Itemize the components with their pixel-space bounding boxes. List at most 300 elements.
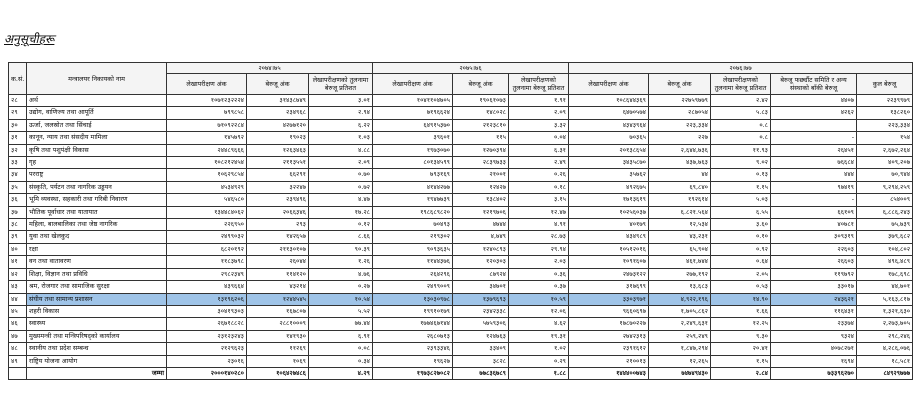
header-sn: क.सं.: [9, 63, 27, 95]
header-audit-amount: लेखापरीक्षण अंक: [373, 74, 453, 95]
row-value-cell: १९०२३: [247, 132, 309, 144]
row-value-cell: ४०७८२७१: [771, 343, 857, 355]
row-value-cell: २३०१६: [167, 355, 247, 367]
row-value-cell: १०.५९: [509, 293, 569, 305]
row-value-cell: २६०४४: [247, 256, 309, 268]
row-value-cell: ३३०१७: [771, 281, 857, 293]
table-row: [9, 169, 913, 181]
row-value-cell: ०.०४: [509, 132, 569, 144]
row-value-cell: ७९९८५८: [167, 107, 247, 119]
row-value-cell: २९८२३४९: [167, 268, 247, 280]
row-value-cell: ७१९६६२४: [373, 107, 453, 119]
row-value-cell: ०.१२: [309, 219, 373, 231]
row-ministry-name: कृषि तथा पशुपंक्षी विकास: [27, 144, 167, 156]
row-value-cell: १४.९०: [711, 293, 771, 305]
row-ministry-name: शहरी विकास: [27, 305, 167, 317]
row-value-cell: ३३४०९: [453, 343, 509, 355]
row-value-cell: ४९६,४८९: [857, 256, 913, 268]
header-arrears-pct: लेखापरीक्षणको तुलनामा बेरुजू प्रतिशत: [711, 74, 771, 95]
appendix-table-wrapper: [8, 62, 912, 380]
total-value-cell: ७४७४९४३०: [649, 367, 711, 379]
row-ministry-name: ऊर्जा, जलस्रोत तथा सिंचाई: [27, 119, 167, 131]
row-value-cell: २.४९: [509, 157, 569, 169]
row-value-cell: २.९४: [309, 107, 373, 119]
row-value-cell: २३१२३२४३: [167, 330, 247, 342]
row-value-cell: ७०३६५: [569, 132, 649, 144]
row-value-cell: १.०३: [309, 132, 373, 144]
row-value-cell: ४.४७: [309, 194, 373, 206]
row-value-cell: २.०३: [509, 256, 569, 268]
row-value-cell: १३,६८३: [649, 281, 711, 293]
row-value-cell: २३४९६८: [247, 107, 309, 119]
table-row: [9, 95, 913, 107]
row-value-cell: १४२६५७: [247, 231, 309, 243]
row-value-cell: ३.१५: [509, 194, 569, 206]
table-row: [9, 281, 913, 293]
table-row: [9, 268, 913, 280]
row-value-cell: १४५७९२: [167, 132, 247, 144]
row-ministry-name: भूमि व्यवस्था, सहकारी तथा गरिबी निवारण: [27, 194, 167, 206]
row-value-cell: ०.१३: [711, 169, 771, 181]
row-value-cell: १२.०६: [509, 305, 569, 317]
table-row: [9, 132, 913, 144]
row-sn: ४४: [9, 293, 27, 305]
row-value-cell: ११६४३१: [771, 305, 857, 317]
row-value-cell: ८७९२४: [453, 268, 509, 280]
row-value-cell: ५.५२: [309, 305, 373, 317]
row-value-cell: ७१०९२२८४: [167, 119, 247, 131]
row-value-cell: ७६६८४: [771, 157, 857, 169]
row-value-cell: ६.३१: [509, 144, 569, 156]
row-value-cell: २१२३८१०: [453, 119, 509, 131]
row-value-cell: ६४७०५७४: [569, 107, 649, 119]
row-value-cell: ३२२४७: [247, 181, 309, 193]
row-value-cell: २,२४९,६३१: [649, 318, 711, 330]
row-ministry-name: गृह: [27, 157, 167, 169]
row-value-cell: ९,२९४,२५९: [857, 181, 913, 193]
row-value-cell: २.०५: [711, 268, 771, 280]
row-value-cell: १३८४०२: [453, 194, 509, 206]
table-row: [9, 144, 913, 156]
row-value-cell: ०.८: [711, 132, 771, 144]
row-value-cell: ४३२१४: [247, 281, 309, 293]
row-value-cell: २,६४४,७३६: [649, 144, 711, 156]
row-value-cell: २३९३३४६: [373, 343, 453, 355]
row-value-cell: १.२६: [309, 256, 373, 268]
row-value-cell: १८,५८१: [857, 355, 913, 367]
row-value-cell: ६.५५: [711, 206, 771, 218]
row-ministry-name: संघीय तथा सामान्य प्रशासन: [27, 293, 167, 305]
row-value-cell: ३८२८: [453, 355, 509, 367]
row-value-cell: २०६६३४६: [247, 206, 309, 218]
total-row: [9, 367, 913, 379]
row-value-cell: ११५: [453, 132, 509, 144]
row-ministry-name: वन तथा वातावरण: [27, 256, 167, 268]
row-value-cell: २४७३१२२: [569, 268, 649, 280]
row-value-cell: २६६०३: [771, 256, 857, 268]
row-value-cell: ७०४९३: [373, 219, 453, 231]
row-value-cell: २८७०५४: [649, 107, 711, 119]
row-value-cell: ५.०३: [711, 194, 771, 206]
row-value-cell: ६.९१: [309, 330, 373, 342]
row-value-cell: ९०.३९: [309, 243, 373, 255]
row-value-cell: २५९,२४९: [649, 330, 711, 342]
row-sn: ४०: [9, 243, 27, 255]
row-value-cell: १.६६: [711, 305, 771, 317]
row-value-cell: ६८२०१९२: [167, 243, 247, 255]
row-value-cell: ६,८८६,२४३: [857, 206, 913, 218]
row-value-cell: ७५,७३९: [857, 219, 913, 231]
row-value-cell: २८८१०००९: [247, 318, 309, 330]
row-ministry-name: संस्कृति, पर्यटन तथा नागरिक उड्डयन: [27, 181, 167, 193]
row-value-cell: २४३६२१: [771, 293, 857, 305]
row-value-cell: १,३२१,६३०: [857, 305, 913, 317]
row-value-cell: ०.९२: [711, 243, 771, 255]
row-value-cell: ९०९३६३५: [373, 243, 453, 255]
row-value-cell: ३९६०१: [373, 132, 453, 144]
row-value-cell: ४,९२२,१९६: [649, 293, 711, 305]
row-value-cell: ८५४००९: [857, 194, 913, 206]
row-sn: ४९: [9, 355, 27, 367]
row-ministry-name: स्वास्थ्य: [27, 318, 167, 330]
header-arrears: बेरुजू अंक: [649, 74, 711, 95]
row-value-cell: ४४०७: [771, 95, 857, 107]
total-sn: [9, 367, 27, 379]
row-value-cell: २६८०७१३: [373, 330, 453, 342]
row-value-cell: १२४२७: [453, 181, 509, 193]
row-ministry-name: महिला, बालबालिका तथा जेष्ठ नागरिक: [27, 219, 167, 231]
row-value-cell: १५४: [857, 132, 913, 144]
row-value-cell: १०९१६०७: [569, 256, 649, 268]
row-value-cell: ६९,८४०: [649, 181, 711, 193]
row-value-cell: २३९४९६: [247, 194, 309, 206]
table-row: [9, 119, 913, 131]
row-sn: ४३: [9, 281, 27, 293]
row-sn: २८: [9, 95, 27, 107]
row-value-cell: २४४८९६६६: [167, 144, 247, 156]
row-value-cell: २९३: [247, 219, 309, 231]
row-value-cell: १.०२: [509, 343, 569, 355]
row-value-cell: १२६३४६३: [247, 144, 309, 156]
row-value-cell: ०.२७: [309, 281, 373, 293]
row-value-cell: १९९१०१७९: [373, 305, 453, 317]
row-value-cell: २२३,३३४: [649, 119, 711, 131]
row-value-cell: ४.६२: [509, 318, 569, 330]
row-value-cell: १.९१: [509, 95, 569, 107]
table-row: [9, 181, 913, 193]
row-value-cell: १२७०३९४: [453, 144, 509, 156]
row-value-cell: ०.२९: [509, 355, 569, 367]
row-value-cell: ५७५९३०६: [453, 318, 509, 330]
row-value-cell: ५,१६३,८१७: [857, 293, 913, 305]
header-audit-amount: लेखापरीक्षण अंक: [167, 74, 247, 95]
row-value-cell: ३०९३१९: [771, 231, 857, 243]
row-value-cell: २४९९०३२: [167, 231, 247, 243]
row-value-cell: ०.८: [711, 119, 771, 131]
row-value-cell: १२४४५४५: [247, 293, 309, 305]
header-arrears: बेरुजू अंक: [453, 74, 509, 95]
row-ministry-name: रक्षा: [27, 243, 167, 255]
row-value-cell: १२०३०३: [453, 256, 509, 268]
row-value-cell: २२७५९७७९: [649, 95, 711, 107]
row-value-cell: ०.६४: [711, 256, 771, 268]
row-value-cell: १०७१२३२२२४: [167, 95, 247, 107]
total-value-cell: ७३३९६२७०: [771, 367, 857, 379]
row-ministry-name: स्थानीय तथा प्रदेश सम्बन्ध: [27, 343, 167, 355]
table-row: [9, 243, 913, 255]
row-sn: ३१: [9, 132, 27, 144]
row-ministry-name: युवा तथा खेलकुद: [27, 231, 167, 243]
row-value-cell: २.४२: [711, 95, 771, 107]
header-ministry-name: मन्त्रालयर निकायको नाम: [27, 63, 167, 95]
total-value-cell: २०००१४०२८०: [167, 367, 247, 379]
row-sn: ३६: [9, 194, 27, 206]
table-row: [9, 157, 913, 169]
row-value-cell: ३.०१: [309, 95, 373, 107]
row-sn: ४५: [9, 305, 27, 317]
row-value-cell: ४३७,७६३: [649, 157, 711, 169]
row-value-cell: १०८६४४३६९: [569, 95, 649, 107]
row-sn: ३४: [9, 169, 27, 181]
row-value-cell: ३५७६२: [569, 169, 649, 181]
row-value-cell: ११९७९२: [771, 268, 857, 280]
row-value-cell: १०.५४: [309, 293, 373, 305]
row-value-cell: २२३९९७९: [857, 95, 913, 107]
row-value-cell: ३०४१९३०३: [167, 305, 247, 317]
row-value-cell: ४०९,२०७: [857, 157, 913, 169]
header-committee-arrears: बेरुजू फर्छ्यौट समिति र अन्य संस्थाको बाँकी बेरुजू: [771, 74, 857, 95]
total-value-cell: ७७८३६७८९: [453, 367, 509, 379]
row-value-cell: २,६७२,२६४: [857, 144, 913, 156]
row-value-cell: १२,२६५: [649, 355, 711, 367]
row-value-cell: २६४५१: [771, 144, 857, 156]
row-value-cell: ८०१३४५९९: [373, 157, 453, 169]
row-value-cell: ६.२२: [309, 119, 373, 131]
row-value-cell: २१००१: [453, 169, 509, 181]
header-arrears-pct: लेखापरीक्षणको तुलनामा बेरुजू प्रतिशत: [309, 74, 373, 95]
row-value-cell: ०.७२: [309, 181, 373, 193]
row-value-cell: ४७४४: [453, 219, 509, 231]
row-value-cell: ९.०२: [711, 157, 771, 169]
row-value-cell: १.१५: [711, 181, 771, 193]
row-value-cell: ३७९,६८२: [857, 231, 913, 243]
row-value-cell: ०.२६: [509, 169, 569, 181]
row-value-cell: १४८०२८: [453, 107, 509, 119]
row-value-cell: १३०३०९७८: [373, 293, 453, 305]
row-sn: ३०: [9, 119, 27, 131]
row-value-cell: १९२६१४: [649, 194, 711, 206]
row-value-cell: ९.३०: [711, 330, 771, 342]
row-value-cell: २०१३८६५४: [569, 144, 649, 156]
row-value-cell: २३३७४: [771, 318, 857, 330]
row-value-cell: २.०९: [509, 107, 569, 119]
row-value-cell: ९३२४: [771, 330, 857, 342]
total-value-cell: १.८८: [509, 367, 569, 379]
row-value-cell: ४५३४९२९: [167, 181, 247, 193]
row-sn: ३३: [9, 157, 27, 169]
row-value-cell: १७१३६१९: [569, 194, 649, 206]
row-value-cell: -: [771, 132, 857, 144]
row-sn: ३५: [9, 181, 27, 193]
row-value-cell: ०.१०: [711, 231, 771, 243]
row-value-cell: ४४४: [771, 169, 857, 181]
row-sn: ३२: [9, 144, 27, 156]
header-arrears-pct: लेखापरीक्षणको तुलनामा बेरुजू प्रतिशत: [509, 74, 569, 95]
row-value-cell: २.०९: [309, 157, 373, 169]
row-value-cell: २९.९४: [509, 243, 569, 255]
table-body: [9, 95, 913, 380]
row-value-cell: ६४९१५३७०: [373, 119, 453, 131]
row-value-cell: ४४,७०१: [857, 281, 913, 293]
row-value-cell: ३४३५८७०: [569, 157, 649, 169]
row-ministry-name: मुख्यमन्त्री तथा मन्त्रिपरिषद्को कार्यालय: [27, 330, 167, 342]
row-value-cell: ३१७६९९: [569, 281, 649, 293]
row-ministry-name: श्रम, रोजगार तथा सामाजिक सुरक्षा: [27, 281, 167, 293]
row-value-cell: १९८६८९८२०: [373, 206, 453, 218]
row-value-cell: १२.४७: [509, 206, 569, 218]
table-row: [9, 343, 913, 355]
row-value-cell: १३१९६२०६: [167, 293, 247, 305]
row-value-cell: ४२६२: [771, 107, 857, 119]
row-value-cell: ०.०८: [309, 343, 373, 355]
row-value-cell: १२४०८९३: [453, 243, 509, 255]
row-ministry-name: परराष्ट्र: [27, 169, 167, 181]
table-row: [9, 256, 913, 268]
total-value-cell: ८४९२९७७७: [857, 367, 913, 379]
row-ministry-name: अर्थ: [27, 95, 167, 107]
row-value-cell: ११४१२०: [247, 268, 309, 280]
row-value-cell: २२६९५०: [167, 219, 247, 231]
row-sn: ४८: [9, 343, 27, 355]
table-row: [9, 305, 913, 317]
table-row: [9, 355, 913, 367]
row-value-cell: २०.४१: [711, 343, 771, 355]
row-value-cell: २३४२३३८: [453, 305, 509, 317]
row-value-cell: ४९२६७५: [569, 181, 649, 193]
row-value-cell: ४२७७१२०: [247, 119, 309, 131]
row-value-cell: १३७९६९३: [453, 293, 509, 305]
table-row: [9, 206, 913, 218]
row-value-cell: ७७.४४: [309, 318, 373, 330]
row-value-cell: २६४२९६: [373, 268, 453, 280]
row-value-cell: ११४४३७६: [373, 256, 453, 268]
row-value-cell: ०.३७: [509, 281, 569, 293]
row-value-cell: १०४११०४७०५: [373, 95, 453, 107]
row-value-cell: ४४: [649, 169, 711, 181]
total-value-cell: २.८४: [711, 367, 771, 379]
row-value-cell: १०६२९८५४: [167, 169, 247, 181]
row-value-cell: ४६१,७४४: [649, 256, 711, 268]
row-value-cell: १९०६१०७३: [453, 95, 509, 107]
header-arrears: बेरुजू अंक: [247, 74, 309, 95]
row-value-cell: ६.८२१.५६४: [649, 206, 711, 218]
row-value-cell: १३८२६०: [857, 107, 913, 119]
row-value-cell: १६९४: [771, 355, 857, 367]
row-ministry-name: राष्ट्रिय योजना आयोग: [27, 355, 167, 367]
row-value-cell: ३.३२: [509, 119, 569, 131]
row-value-cell: ६६२९१: [247, 169, 309, 181]
row-value-cell: ११८३७९८: [167, 256, 247, 268]
row-value-cell: २९८,२४६: [857, 330, 913, 342]
row-value-cell: ४.७६: [309, 268, 373, 280]
row-value-cell: ११२६९: [247, 343, 309, 355]
header-year-3: २०७६।७७: [569, 63, 913, 74]
page-heading: अनुसूचीहरू: [4, 32, 55, 46]
row-value-cell: ४३९६६४: [167, 281, 247, 293]
row-value-cell: १०८२१२४५४: [167, 157, 247, 169]
row-value-cell: [771, 119, 857, 131]
row-value-cell: १७७४६७१४४: [373, 318, 453, 330]
row-value-cell: १०६९: [247, 355, 309, 367]
row-value-cell: १२१९७०६: [453, 206, 509, 218]
row-value-cell: ५४६५८०: [167, 194, 247, 206]
row-value-cell: ९६६०६९७: [569, 305, 649, 317]
row-value-cell: ४,२८६,०७६: [857, 343, 913, 355]
row-value-cell: ४०१७९: [569, 219, 649, 231]
row-value-cell: ९७४१९: [771, 181, 857, 193]
row-value-cell: ०.५३: [711, 281, 771, 293]
row-sn: ४६: [9, 318, 27, 330]
row-sn: ३९: [9, 231, 27, 243]
row-value-cell: १२४७६३: [453, 330, 509, 342]
row-value-cell: १०५१२०१६: [569, 243, 649, 255]
row-value-cell: १७८,६९८: [857, 268, 913, 280]
row-value-cell: १६७८०७: [247, 305, 309, 317]
table-row: [9, 293, 913, 305]
row-value-cell: २७४२३१३: [569, 330, 649, 342]
row-value-cell: २११३५५१: [247, 157, 309, 169]
row-value-cell: २१२९६२३: [167, 343, 247, 355]
row-value-cell: ४१४४२७७: [373, 181, 453, 193]
row-ministry-name: कानून, न्याय तथा संसदीय मामिला: [27, 132, 167, 144]
row-value-cell: ०.३६: [509, 268, 569, 280]
row-value-cell: २४९९००९: [373, 281, 453, 293]
table-row: [9, 231, 913, 243]
row-ministry-name: शिक्षा, विज्ञान तथा प्रविधि: [27, 268, 167, 280]
row-value-cell: १९७३०७०: [373, 144, 453, 156]
header-total-arrears: कुल बेरुजू: [857, 74, 913, 95]
row-value-cell: ३३०३९७१: [569, 293, 649, 305]
row-sn: २९: [9, 107, 27, 119]
row-value-cell: ६५,९०४: [649, 243, 711, 255]
row-value-cell: ३४७०१: [453, 281, 509, 293]
row-value-cell: १९.३१: [509, 330, 569, 342]
row-sn: ४१: [9, 256, 27, 268]
row-value-cell: २३९१६१२: [569, 343, 649, 355]
row-value-cell: २२७: [649, 132, 711, 144]
row-value-cell: १३४४८४०६२: [167, 206, 247, 218]
row-value-cell: १०२५६०३७: [569, 206, 649, 218]
total-label: जम्मा: [27, 367, 167, 379]
total-value-cell: १९७३८२७०८२: [373, 367, 453, 379]
table-row: [9, 194, 913, 206]
row-value-cell: ४.८८: [309, 144, 373, 156]
row-value-cell: २११३०१०७: [247, 243, 309, 255]
table-row: [9, 318, 913, 330]
row-value-cell: २७७,१९२: [649, 268, 711, 280]
row-value-cell: ३१४३८७४९: [247, 95, 309, 107]
row-value-cell: ७९३१६९: [373, 169, 453, 181]
row-value-cell: ४३,२३१: [649, 231, 711, 243]
row-sn: ३७: [9, 206, 27, 218]
table-row: [9, 330, 913, 342]
row-sn: ३८: [9, 219, 27, 231]
row-ministry-name: उद्योग, वाणिज्य तथा आपूर्ति: [27, 107, 167, 119]
row-value-cell: ०.१८: [509, 181, 569, 193]
row-ministry-name: भौतिक पूर्वाधार तथा यातायात: [27, 206, 167, 218]
row-value-cell: २२३,३३४: [857, 119, 913, 131]
row-value-cell: ५.८३: [711, 107, 771, 119]
